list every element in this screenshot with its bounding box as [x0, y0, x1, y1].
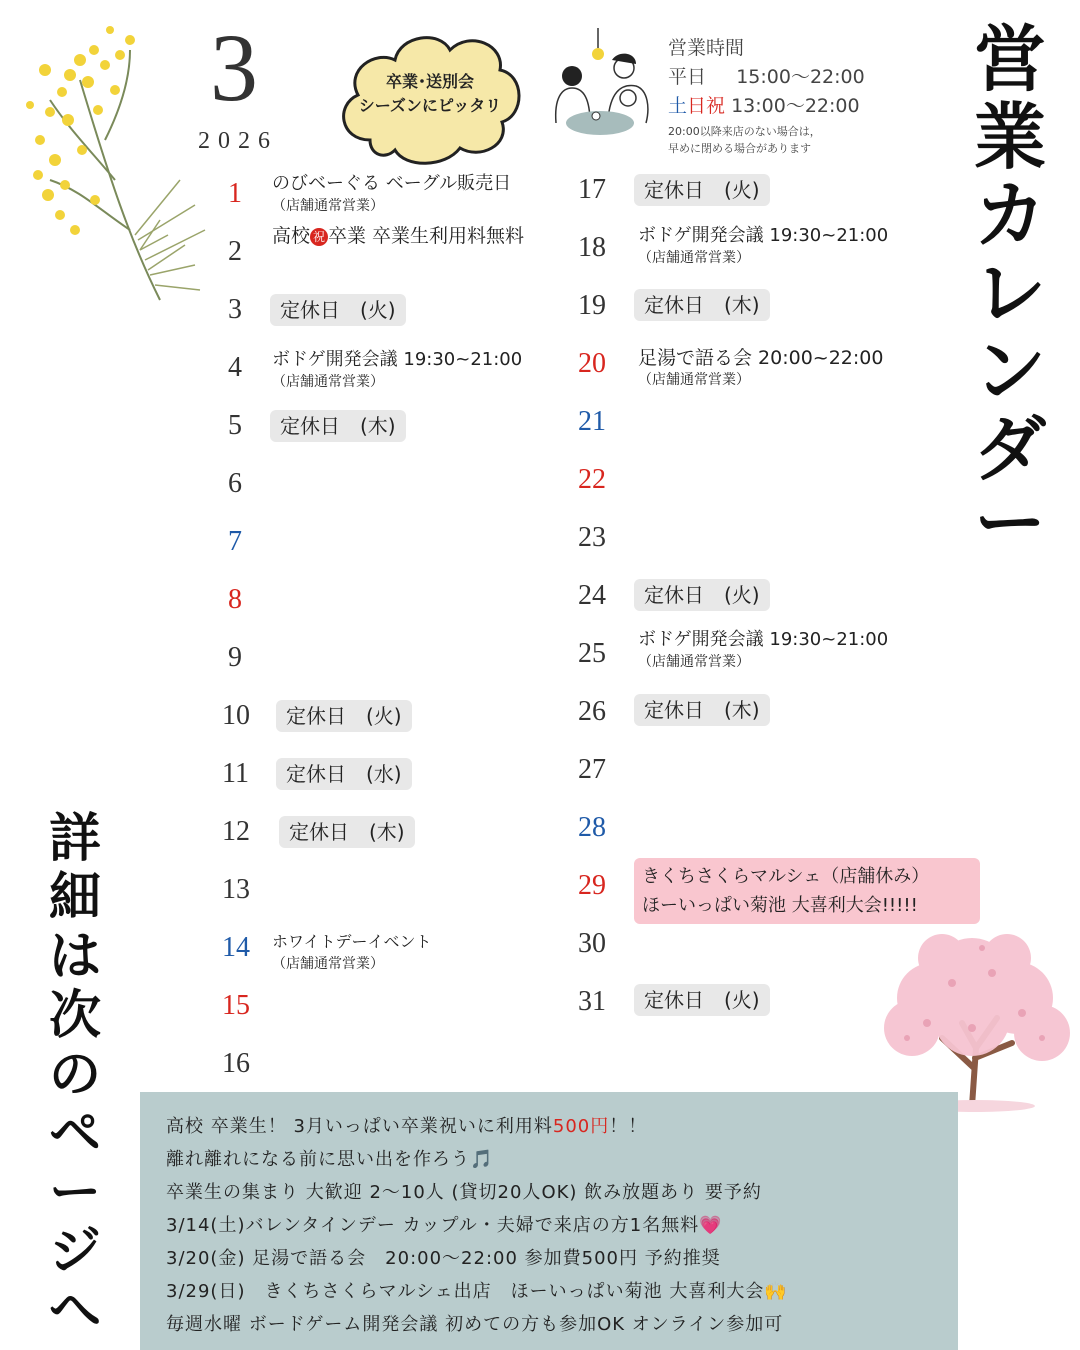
event-subtitle: （店舗通常営業）	[272, 198, 384, 214]
year-label: 2026	[198, 128, 278, 154]
day-8: 8	[228, 584, 242, 615]
event-line: ほーいっぱい菊池 大喜利大会!!!!!	[642, 895, 918, 916]
day-18: 18	[578, 232, 606, 263]
weekend-time: 13:00～22:00	[731, 95, 860, 117]
detail-char: の	[48, 1045, 101, 1105]
day-1: 1	[228, 178, 242, 209]
event-subtitle: （店舗通常営業）	[638, 654, 750, 670]
event-subtitle: （店舗通常営業）	[272, 374, 384, 390]
holiday-pill-day-11: 定休日 (水)	[276, 758, 412, 790]
business-hours	[668, 34, 865, 157]
holiday-pill-day-19: 定休日 (木)	[634, 289, 770, 321]
day-24: 24	[578, 580, 606, 611]
note-line-6: 3/29(日) きくちさくらマルシェ出店 ほーいっぱい菊池 大喜利大会🙌	[166, 1281, 788, 1302]
title-char: ダ	[973, 407, 1046, 491]
celebration-mark: 祝	[310, 228, 328, 246]
note-line-3: 卒業生の集まり 大歓迎 2～10人 (貸切20人OK) 飲み放題あり 要予約	[166, 1182, 762, 1203]
event-text: 高校	[272, 225, 311, 247]
event-subtitle: （店舗通常営業）	[638, 372, 750, 388]
note-text: ！！	[609, 1116, 648, 1137]
day-9: 9	[228, 642, 242, 673]
day-22: 22	[578, 464, 606, 495]
saturday-label: 土	[668, 95, 688, 117]
event-day-18	[638, 224, 888, 268]
cherry-tree-illustration	[872, 928, 1078, 1113]
day-21: 21	[578, 406, 606, 437]
holiday-pill-day-17: 定休日 (火)	[634, 174, 770, 206]
event-subtitle: （店舗通常営業）	[638, 250, 750, 266]
weekday-time: 15:00～22:00	[736, 66, 865, 88]
day-26: 26	[578, 696, 606, 727]
day-20: 20	[578, 348, 606, 379]
holiday-pill-day-12: 定休日 (木)	[279, 816, 415, 848]
title-char: カ	[973, 173, 1046, 257]
detail-char: 次	[48, 986, 101, 1046]
note-line-4: 3/14(土)バレンタインデー カップル・夫婦で来店の方1名無料💗	[166, 1215, 723, 1236]
day-3: 3	[228, 294, 242, 325]
day-12: 12	[222, 816, 250, 847]
holiday-pill-day-10: 定休日 (火)	[276, 700, 412, 732]
day-25: 25	[578, 638, 606, 669]
day-11: 11	[222, 758, 249, 789]
title-char: 業	[973, 95, 1046, 179]
event-day-4	[272, 348, 522, 392]
hours-note-2: 早めに閉める場合があります	[668, 142, 811, 155]
holiday-pill-day-31: 定休日 (火)	[634, 984, 770, 1016]
title-char: ン	[973, 329, 1046, 413]
detail-char: へ	[48, 1281, 101, 1341]
hours-weekend	[668, 92, 865, 121]
day-6: 6	[228, 468, 242, 499]
day-23: 23	[578, 522, 606, 553]
day-16: 16	[222, 1048, 250, 1079]
event-title: ボドゲ開発会議 19:30~21:00	[272, 349, 523, 370]
holiday-pill-day-26: 定休日 (木)	[634, 694, 770, 726]
holiday-label: 祝	[706, 95, 726, 117]
weekday-label: 平日	[668, 66, 707, 88]
note-line-2: 離れ離れになる前に思い出を作ろう🎵	[166, 1149, 494, 1170]
day-14: 14	[222, 932, 250, 963]
season-badge	[330, 20, 530, 170]
day-13: 13	[222, 874, 250, 905]
event-line: きくちさくらマルシェ（店舗休み）	[642, 866, 930, 887]
detail-char: は	[48, 927, 101, 987]
detail-char: ー	[48, 1163, 101, 1223]
title-char: レ	[973, 251, 1046, 335]
event-title: ボドゲ開発会議 19:30~21:00	[638, 629, 889, 650]
event-text: 卒業 卒業生利用料無料	[328, 225, 525, 247]
event-day-20	[638, 346, 883, 390]
badge-line-1: 卒業･送別会	[385, 72, 474, 91]
mimosa-illustration	[10, 20, 210, 310]
event-day-1	[272, 172, 511, 216]
badge-line-2: シーズンにピッタリ	[358, 96, 502, 115]
event-day-14	[272, 930, 432, 974]
title-char: 営	[973, 17, 1046, 101]
note-price: 500円	[552, 1116, 610, 1137]
day-2: 2	[228, 236, 242, 267]
event-day-25	[638, 628, 888, 672]
detail-char: ジ	[48, 1222, 101, 1282]
day-31: 31	[578, 986, 606, 1017]
day-7: 7	[228, 526, 242, 557]
day-5: 5	[228, 410, 242, 441]
day-19: 19	[578, 290, 606, 321]
see-next-page	[40, 810, 110, 1341]
title-char: ー	[973, 481, 1046, 565]
event-subtitle: （店舗通常営業）	[272, 956, 384, 972]
note-line-1	[166, 1110, 788, 1143]
event-title: のびベーぐる ベーグル販売日	[272, 173, 512, 194]
event-day-2	[272, 224, 524, 248]
sunday-label: 日	[687, 95, 707, 117]
day-28: 28	[578, 812, 606, 843]
event-title: ボドゲ開発会議 19:30~21:00	[638, 225, 889, 246]
event-day-29	[634, 858, 980, 924]
note-text: 高校 卒業生！ 3月いっぱい卒業祝いに利用料	[166, 1116, 553, 1137]
day-15: 15	[222, 990, 250, 1021]
hours-heading: 営業時間	[668, 37, 745, 59]
month-number: 3	[210, 14, 258, 121]
day-4: 4	[228, 352, 242, 383]
info-notes-box	[140, 1092, 958, 1350]
note-line-5: 3/20(金) 足湯で語る会 20:00～22:00 参加費500円 予約推奨	[166, 1248, 721, 1269]
calendar-title	[965, 17, 1055, 565]
detail-char: ペ	[48, 1104, 101, 1164]
hours-weekday	[668, 63, 865, 92]
event-title: ホワイトデーイベント	[272, 932, 432, 951]
day-27: 27	[578, 754, 606, 785]
people-illustration	[540, 28, 660, 138]
holiday-pill-day-24: 定休日 (火)	[634, 579, 770, 611]
holiday-pill-day-3: 定休日 (火)	[270, 294, 406, 326]
day-29: 29	[578, 870, 606, 901]
hours-note-1: 20:00以降来店のない場合は，	[668, 125, 821, 138]
detail-char: 詳	[48, 809, 101, 869]
holiday-pill-day-5: 定休日 (木)	[270, 410, 406, 442]
day-10: 10	[222, 700, 250, 731]
event-title: 足湯で語る会 20:00~22:00	[638, 347, 884, 369]
day-30: 30	[578, 928, 606, 959]
detail-char: 細	[48, 868, 101, 928]
note-line-7: 毎週水曜 ボードゲーム開発会議 初めての方も参加OK オンライン参加可	[166, 1314, 784, 1335]
day-17: 17	[578, 174, 606, 205]
